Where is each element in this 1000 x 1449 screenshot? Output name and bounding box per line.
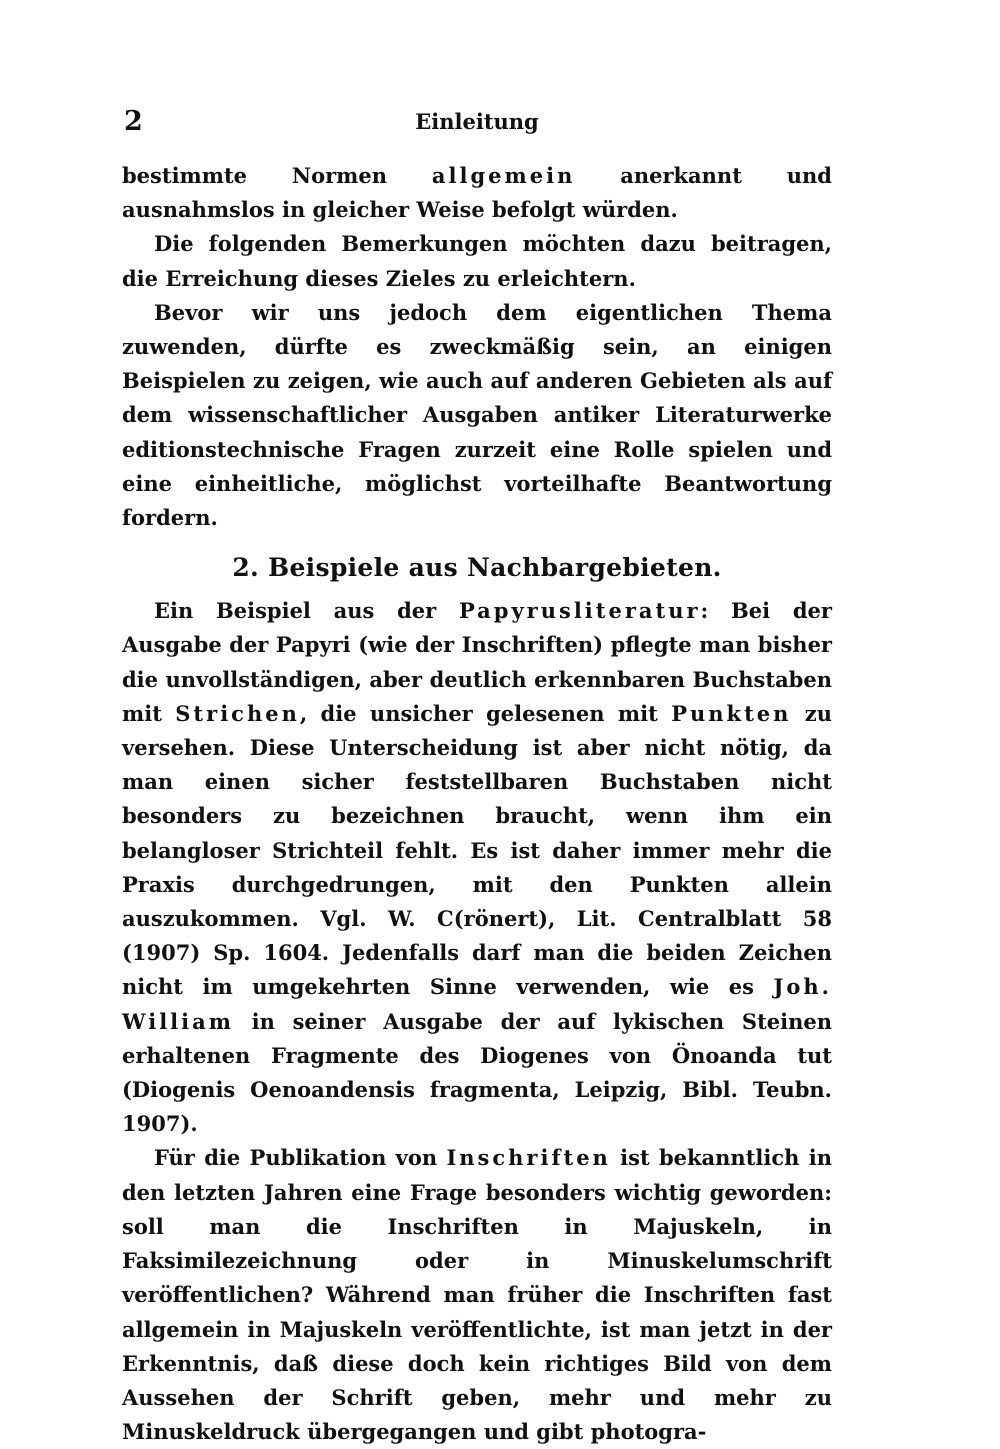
emphasis-strichen: Strichen — [175, 700, 300, 726]
running-header — [122, 104, 832, 140]
emphasis-punkten: Punkten — [671, 700, 792, 726]
emphasis-allgemein: allgemein — [431, 163, 576, 188]
text-run: : Bei der Ausgabe der Papyri (wie der Inschriften) pflegte man bisher die unvollständigen, aber deutlich erkennbaren Buchstaben mit — [122, 598, 832, 726]
emphasis-papyrusliteratur: Papyrusliteratur — [458, 598, 701, 624]
text-run: in seiner Ausgabe der auf lykischen Steinen erhaltenen Fragmente des Diogenes von Önoanda tut (Diogenis Oenoandensis fragmenta, Leipzig, Bibl. Teubn. 1907). — [122, 1008, 832, 1137]
text-run: zu versehen. Diese Unterscheidung ist aber nicht nötig, da man einen sicher feststellbaren Buchstaben nicht besonders zu bezeichnen braucht, wenn ihm ein belangloser Strichteil fehlt. Es ist daher immer mehr die Praxis durchgedrungen, mit den Punkten allein auszukommen. Vgl. W. C(rönert), Lit. Centralblatt 58 (1907) Sp. 1604. Jedenfalls darf man die beiden Zeichen nicht im umgekehrten Sinne verwenden, wie es — [122, 700, 832, 1000]
emphasis-joh-william: Joh. William — [122, 974, 832, 1034]
emphasis-inschriften: Inschriften — [446, 1145, 611, 1171]
section-heading: 2. Beispiele aus Nachbargebieten. — [232, 553, 722, 583]
body-text — [122, 159, 832, 1449]
paragraph-continuation — [122, 159, 832, 227]
text-run: Für die Publikation von — [154, 1145, 447, 1171]
text-run: Ein Beispiel aus der — [154, 598, 459, 624]
text-run: anerkannt und ausnahmslos in gleicher Weise befolgt würden. — [122, 163, 832, 223]
paragraph-aim: Die folgenden Bemerkungen möchten dazu beitragen, die Erreichung dieses Zieles zu erleichtern. — [122, 231, 832, 291]
paragraph-inschriften — [122, 1141, 832, 1449]
text-run: , die unsicher gelesenen mit — [299, 700, 672, 726]
paragraph-preview: Bevor wir uns jedoch dem eigentlichen Thema zuwenden, dürfte es zweckmäßig sein, an einigen Beispielen zu zeigen, wie auch auf anderen Gebieten als auf dem wissenschaftlicher Ausgaben antiker Literaturwerke editionstechnische Fragen zurzeit eine Rolle spielen und eine einheitliche, möglichst vorteilhafte Beantwortung fordern. — [122, 299, 832, 531]
paragraph-papyrus — [122, 594, 832, 1141]
text-run: ist bekanntlich in den letzten Jahren eine Frage besonders wichtig geworden: soll man die Inschriften in Majuskeln, in Faksimilezeichnung oder in Minuskelumschrift veröffentlichen? Während man früher die Inschriften fast allgemein in Majuskeln veröffentlichte, ist man jetzt in der Erkenntnis, daß diese doch kein richtiges Bild von dem Aussehen der Schrift geben, mehr und mehr zu Minuskeldruck übergegangen und gibt photogra- — [122, 1145, 832, 1445]
running-title: Einleitung — [415, 109, 539, 134]
text-run: bestimmte Normen — [122, 163, 432, 188]
page-number: 2 — [124, 106, 143, 137]
